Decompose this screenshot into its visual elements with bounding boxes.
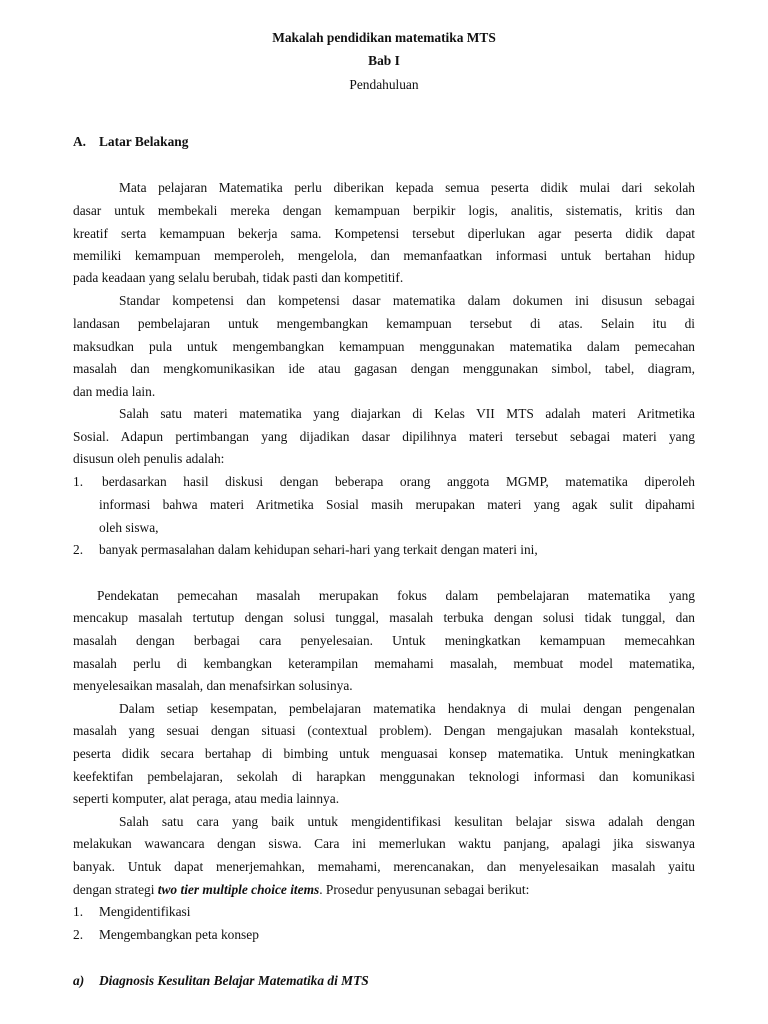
list-number: 2. bbox=[73, 927, 84, 942]
emphasis-text: two tier multiple choice items bbox=[157, 882, 320, 897]
section-heading-latar-belakang bbox=[73, 134, 695, 150]
paragraph-line: Standar kompetensi dan kompetensi dasar matematika dalam dokumen ini disusun sebagai bbox=[119, 293, 695, 308]
section-number: A. bbox=[73, 134, 87, 149]
list-item-text: Mengidentifikasi bbox=[99, 904, 191, 919]
paragraph-line: Pendekatan pemecahan masalah merupakan fokus dalam pembelajaran matematika yang bbox=[97, 588, 695, 603]
paragraph-line: pada keadaan yang selalu berubah, tidak pasti dan kompetitif. bbox=[73, 270, 404, 285]
paragraph-line: landasan pembelajaran untuk mengembangkan kemampuan tersebut di atas. Selain itu di bbox=[73, 316, 695, 331]
document-title: Makalah pendidikan matematika MTS bbox=[272, 30, 496, 45]
paragraph-line: dasar untuk membekali mereka dengan kemampuan berpikir logis, analitis, sistematis, kritis dan bbox=[73, 203, 695, 218]
paragraph-line: banyak. Untuk dapat menerjemahkan, memahami, merencanakan, dan menyelesaikan masalah yaitu bbox=[73, 859, 695, 874]
paragraph-line bbox=[73, 882, 695, 898]
subsection-title: Diagnosis Kesulitan Belajar Matematika di MTS bbox=[99, 973, 369, 988]
paragraph-line: disusun oleh penulis adalah: bbox=[73, 451, 225, 466]
text-run: . Prosedur penyusunan sebagai berikut: bbox=[319, 882, 530, 897]
list-item bbox=[73, 927, 695, 943]
paragraph-line: menyelesaikan masalah, dan menafsirkan solusinya. bbox=[73, 678, 353, 693]
list-item-line: informasi bahwa materi Aritmetika Sosial masih merupakan materi yang agak sulit dipahami bbox=[99, 497, 695, 512]
list-item-text: Mengembangkan peta konsep bbox=[99, 927, 259, 942]
paragraph-line: masalah yang sesuai dengan situasi (contextual problem). Dengan mengajukan masalah kontekstual, bbox=[73, 723, 695, 738]
paragraph-line: melakukan wawancara dengan siswa. Cara ini memerlukan waktu panjang, apalagi jika siswanya bbox=[73, 836, 695, 851]
chapter-number: Bab I bbox=[368, 53, 400, 68]
list-item-line: banyak permasalahan dalam kehidupan sehari-hari yang terkait dengan materi ini, bbox=[99, 542, 538, 557]
paragraph-line: Salah satu materi matematika yang diajarkan di Kelas VII MTS adalah materi Aritmetika bbox=[119, 406, 695, 421]
paragraph-line: memiliki kemampuan memperoleh, mengelola, dan memanfaatkan informasi untuk bertahan hidup bbox=[73, 248, 695, 263]
paragraph-line: seperti komputer, alat peraga, atau media lainnya. bbox=[73, 791, 340, 806]
paragraph-line: dan media lain. bbox=[73, 384, 156, 399]
list-item bbox=[73, 904, 695, 920]
chapter-title: Pendahuluan bbox=[349, 77, 419, 92]
text-run: dengan strategi bbox=[73, 882, 158, 897]
subsection-number: a) bbox=[73, 973, 85, 988]
document-page bbox=[73, 0, 695, 1024]
paragraph-line: keefektifan pembelajaran, sekolah di harapkan menggunakan teknologi informasi dan komunikasi bbox=[73, 769, 695, 784]
paragraph-line: masalah dengan berbagai cara penyelesaian. Untuk meningkatkan kemampuan memecahkan bbox=[73, 633, 695, 648]
paragraph-line: masalah dan mengkomunikasikan ide atau gagasan dengan menggunakan simbol, tabel, diagram, bbox=[73, 361, 695, 376]
subsection-heading-diagnosis bbox=[73, 973, 695, 989]
list-item-line: berdasarkan hasil diskusi dengan beberapa orang anggota MGMP, matematika diperoleh bbox=[102, 474, 695, 489]
paragraph-line: Mata pelajaran Matematika perlu diberikan kepada semua peserta didik mulai dari sekolah bbox=[119, 180, 695, 195]
paragraph-line: Sosial. Adapun pertimbangan yang dijadikan dasar dipilihnya materi tersebut sebagai materi yang bbox=[73, 429, 695, 444]
paragraph-line: maksudkan pula untuk mengembangkan kemampuan menggunakan matematika dalam pemecahan bbox=[73, 339, 695, 354]
paragraph-line: Salah satu cara yang baik untuk mengidentifikasi kesulitan belajar siswa adalah dengan bbox=[119, 814, 695, 829]
paragraph-line: peserta didik secara bertahap di bimbing untuk menguasai konsep matematika. Untuk meningkatkan bbox=[73, 746, 695, 761]
list-number: 1. bbox=[73, 904, 84, 919]
list-number: 2. bbox=[73, 542, 84, 557]
list-number: 1. bbox=[73, 474, 84, 489]
paragraph-line: Dalam setiap kesempatan, pembelajaran matematika hendaknya di mulai dengan pengenalan bbox=[119, 701, 695, 716]
list-item-line: oleh siswa, bbox=[99, 520, 159, 535]
paragraph-line: masalah perlu di kembangkan keterampilan memahami masalah, membuat model matematika, bbox=[73, 656, 695, 671]
section-title: Latar Belakang bbox=[99, 134, 189, 149]
paragraph-line: mencakup masalah tertutup dengan solusi tunggal, masalah terbuka dengan solusi tidak tunggal, dan bbox=[73, 610, 695, 625]
paragraph-line: kreatif serta kemampuan bekerja sama. Kompetensi tersebut diperlukan agar peserta didik dapat bbox=[73, 226, 695, 241]
